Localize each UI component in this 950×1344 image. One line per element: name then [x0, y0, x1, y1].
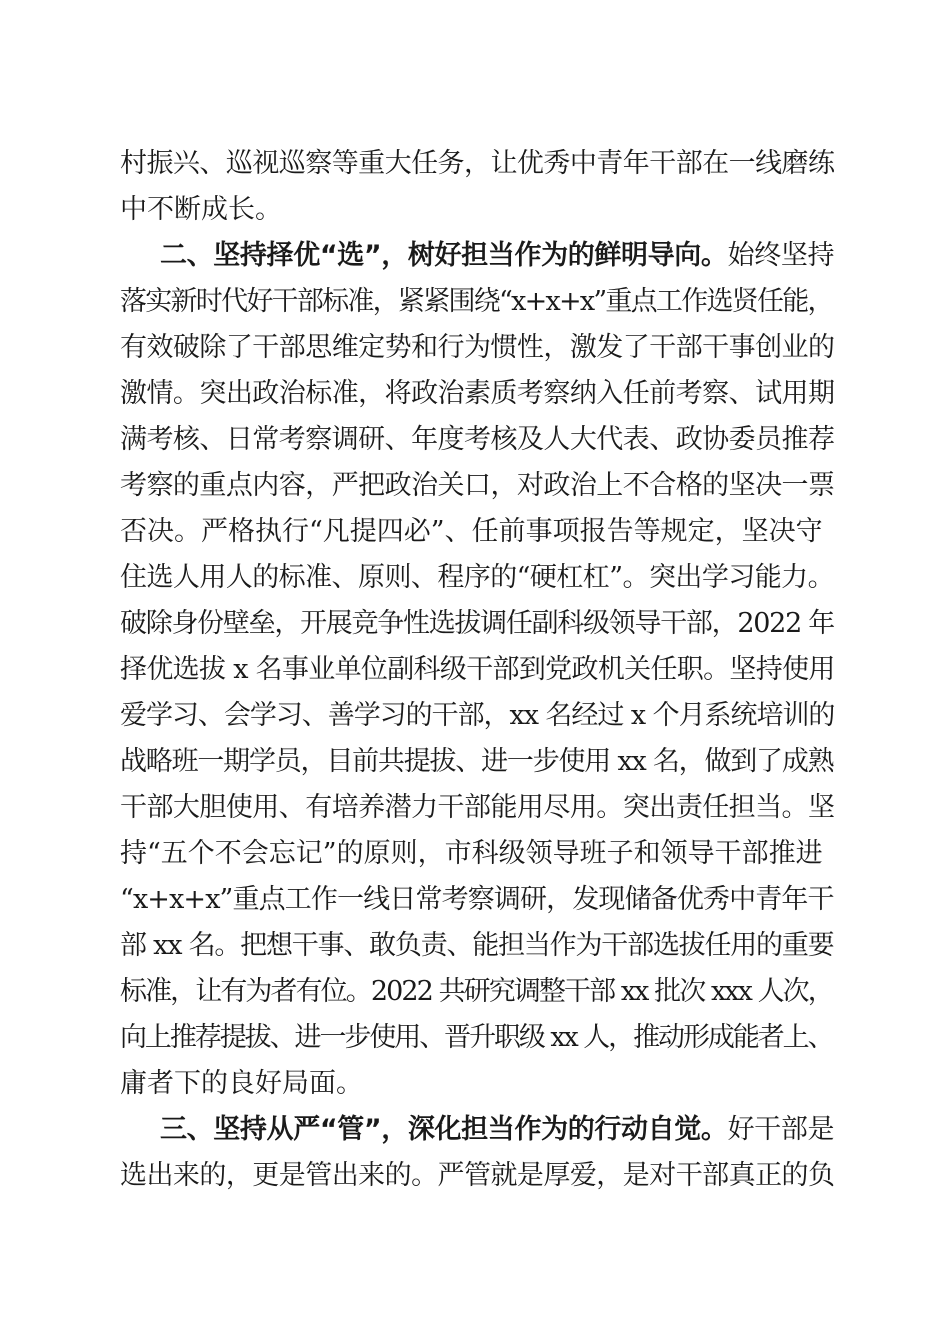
section-2-first-line: [160, 242, 834, 269]
body-line: 持“五个不会忘记”的原则，市科级领导班子和领导干部推进: [120, 838, 823, 869]
body-line: 村振兴、巡视巡察等重大任务，让优秀中青年干部在一线磨练: [120, 148, 835, 179]
body-line: 爱学习、会学习、善学习的干部，xx 名经过 x 个月系统培训的: [120, 700, 835, 731]
body-line: 激情。突出政治标准，将政治素质考察纳入任前考察、试用期: [120, 378, 835, 409]
body-line: 考察的重点内容，严把政治关口，对政治上不合格的坚决一票: [120, 470, 835, 501]
body-line: 中不断成长。: [120, 194, 282, 225]
section-3-first-line: [160, 1116, 834, 1143]
body-line: 否决。严格执行“凡提四必”、任前事项报告等规定，坚决守: [120, 516, 823, 547]
body-line: 有效破除了干部思维定势和行为惯性，激发了干部干事创业的: [120, 332, 835, 363]
body-line: 部 xx 名。把想干事、敢负责、能担当作为干部选拔任用的重要: [120, 930, 834, 961]
body-line: 选出来的，更是管出来的。严管就是厚爱，是对干部真正的负: [120, 1160, 835, 1191]
body-line: 满考核、日常考察调研、年度考核及人大代表、政协委员推荐: [120, 424, 835, 455]
section-2-text: 始终坚持: [727, 240, 835, 271]
section-3-text: 好干部是: [727, 1114, 835, 1145]
body-line: “x+x+x”重点工作一线日常考察调研，发现储备优秀中青年干: [120, 884, 834, 915]
body-line: 择优选拔 x 名事业单位副科级干部到党政机关任职。坚持使用: [120, 654, 835, 685]
section-2-heading: 二、坚持择优“选”，树好担当作为的鲜明导向。: [160, 240, 728, 271]
body-line: 庸者下的良好局面。: [120, 1068, 363, 1099]
body-line: 战略班一期学员，目前共提拔、进一步使用 xx 名，做到了成熟: [120, 746, 834, 777]
body-line: 干部大胆使用、有培养潜力干部能用尽用。突出责任担当。坚: [120, 792, 835, 823]
body-line: 落实新时代好干部标准，紧紧围绕“x+x+x”重点工作选贤任能，: [120, 286, 833, 317]
section-3-heading: 三、坚持从严“管”，深化担当作为的行动自觉。: [160, 1114, 728, 1145]
body-line: 住选人用人的标准、原则、程序的“硬杠杠”。突出学习能力。: [120, 562, 835, 593]
body-line: 标准，让有为者有位。2022 共研究调整干部 xx 批次 xxx 人次，: [120, 976, 833, 1007]
body-line: 破除身份壁垒，开展竞争性选拔调任副科级领导干部，2022 年: [120, 608, 835, 639]
body-line: 向上推荐提拔、进一步使用、晋升职级 xx 人，推动形成能者上、: [120, 1022, 833, 1053]
